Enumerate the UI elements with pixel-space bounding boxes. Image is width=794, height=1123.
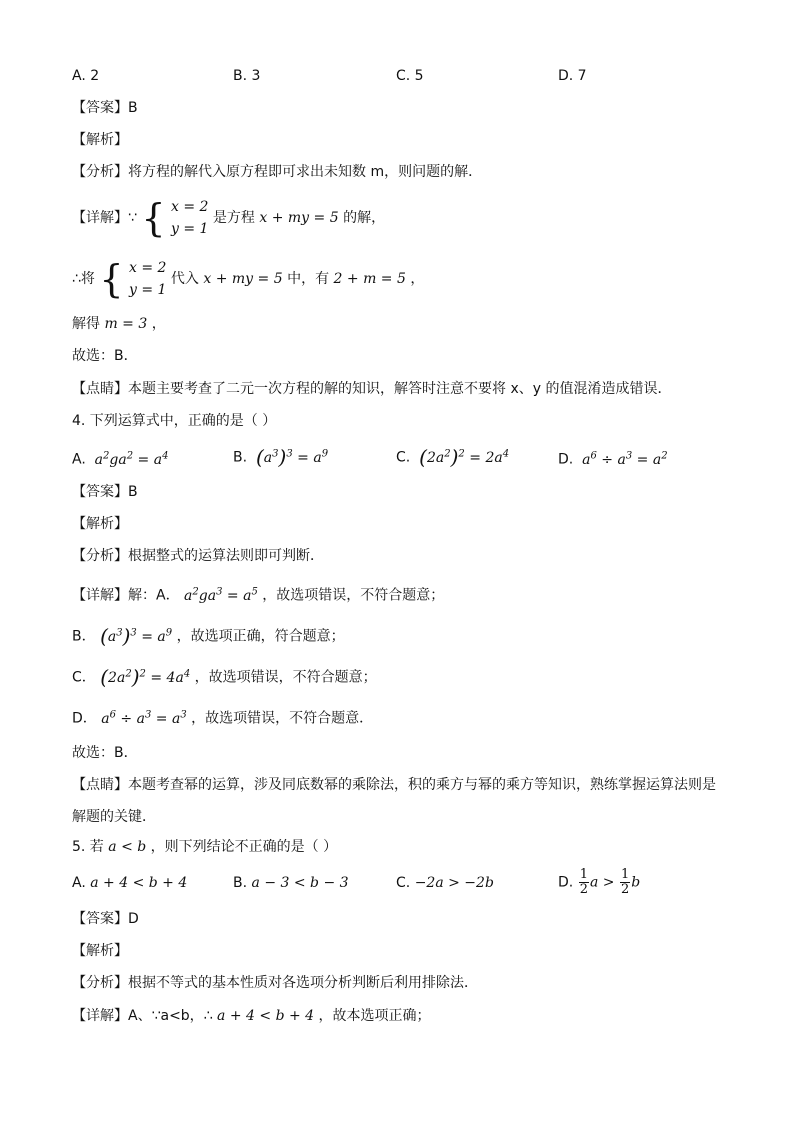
q5-option-a <box>72 873 187 893</box>
q5-stem-tail: ，则下列结论不正确的是（ ） <box>150 839 338 855</box>
q4-fenxi: 【分析】根据整式的运算法则即可判断． <box>72 548 324 564</box>
q3-sys-line1: x = 2 <box>171 199 209 215</box>
q4-detail-b: B． $(a^3)^3 = a^9$ ，故选项正确，符合题意； <box>72 623 345 648</box>
q3-detail <box>72 196 385 240</box>
q4-option-c-label: C. <box>396 449 411 466</box>
q3-dianjing: 【点睛】本题主要考查了二元一次方程的解的知识，解答时注意不要将 x、y 的值混淆造成错误． <box>72 381 672 397</box>
q4-detail-d-prefix: D． <box>72 710 97 727</box>
q3-detail-eq: x + my = 5 <box>259 210 339 226</box>
q4-answer: 【答案】B <box>72 484 138 500</box>
q5-stem-prefix: 5. 若 <box>72 839 104 855</box>
q4-detail-a-tail: ，故选项错误，不符合题意； <box>262 587 445 604</box>
q5-option-a-eq: a + 4 < b + 4 <box>90 875 188 891</box>
q3-solve-eq: m = 3 <box>104 316 148 332</box>
q3-therefore-prefix: ∴将 <box>72 271 95 287</box>
q5-detail-prefix: 【详解】A、∵a<b，∴ <box>72 1008 213 1024</box>
q3-detail-tail: 的解， <box>343 210 386 226</box>
q4-option-d-label: D. <box>558 451 574 468</box>
q5-option-b-eq: a − 3 < b − 3 <box>251 875 349 891</box>
q5-option-c-eq: −2a > −2b <box>414 875 494 891</box>
q5-option-b-label: B. <box>233 875 248 891</box>
q3-answer: 【答案】B <box>72 100 138 116</box>
q4-dianjing-1: 【点睛】本题考查幂的运算，涉及同底数幂的乘除法，积的乘方与幂的乘方等知识，熟练掌握运算法则是 <box>72 777 716 793</box>
q4-detail-d-tail: ，故选项错误，不符合题意． <box>191 710 374 727</box>
q5-detail <box>72 1006 431 1026</box>
q3-therefore-mid2: 中，有 <box>287 271 330 287</box>
q5-option-c <box>396 873 494 893</box>
q5-answer: 【答案】D <box>72 911 139 927</box>
q4-detail-c-tail: ，故选项错误，不符合题意； <box>194 669 377 686</box>
q5-option-a-label: A. <box>72 875 86 891</box>
q5-detail-eq: a + 4 < b + 4 <box>217 1008 315 1024</box>
q3-detail-system: { x = 2 y = 1 <box>141 196 209 240</box>
q3-therefore-sys1: x = 2 <box>129 260 167 276</box>
q5-fenxi: 【分析】根据不等式的基本性质对各选项分析判断后利用排除法． <box>72 975 478 991</box>
q4-dianjing-2: 解题的关键． <box>72 809 156 825</box>
q5-option-d-frac-left: $\frac{1}{2}$ <box>579 867 588 897</box>
q5-detail-tail: ，故本选项正确； <box>318 1008 431 1024</box>
q4-option-d: D. $a^6 \div a^3 = a^2$ <box>558 450 668 468</box>
q5-option-d: D. $\frac{1}{2}$ a > $\frac{1}{2}$ b <box>558 867 641 897</box>
q3-option-a: A. 2 <box>72 68 100 84</box>
q4-detail-b-prefix: B． <box>72 628 96 645</box>
q3-therefore-eq2: 2 + m = 5 <box>333 271 406 287</box>
q4-detail-b-tail: ，故选项正确，符合题意； <box>176 628 345 645</box>
q4-option-b: B. $(a^3)^3 = a^9$ <box>233 444 329 469</box>
q4-detail-c: C． $(2a^2)^2 = 4a^4$ ，故选项错误，不符合题意； <box>72 664 377 689</box>
q5-option-d-frac-right: $\frac{1}{2}$ <box>620 867 630 897</box>
q3-sys-line2: y = 1 <box>171 221 209 237</box>
q5-option-d-label: D. <box>558 874 574 891</box>
q3-therefore-mid: 代入 <box>170 271 199 287</box>
q5-jiexi: 【解析】 <box>72 943 128 959</box>
q4-detail-a-prefix: 【详解】解：A． <box>72 587 180 604</box>
q5-stem <box>72 837 337 857</box>
q5-stem-eq: a < b <box>108 839 147 855</box>
q3-solve-tail: ， <box>151 316 166 332</box>
q4-option-a: A. $a^2ga^2 = a^4$ <box>72 450 169 468</box>
q4-jiexi: 【解析】 <box>72 516 128 532</box>
q3-therefore-tail: ， <box>410 271 425 287</box>
q3-therefore-system: { x = 2 y = 1 <box>99 257 167 301</box>
q3-jiexi: 【解析】 <box>72 132 128 148</box>
q4-detail-a: 【详解】解：A． $a^2ga^3 = a^5$ ，故选项错误，不符合题意； <box>72 586 445 604</box>
q3-therefore-sys2: y = 1 <box>129 282 167 298</box>
q5-option-b <box>233 873 349 893</box>
q4-stem: 4. 下列运算式中，正确的是（ ） <box>72 413 277 429</box>
q3-solve-label: 解得 <box>72 316 100 332</box>
q3-detail-mid: 是方程 <box>212 210 255 226</box>
q3-therefore <box>72 257 424 301</box>
q4-option-b-label: B. <box>233 449 248 466</box>
q3-detail-prefix: 【详解】∵ <box>72 210 137 226</box>
q4-option-a-label: A. <box>72 451 86 468</box>
q4-option-c: C. $(2a^2)^2 = 2a^4$ <box>396 444 510 469</box>
q4-choose: 故选：B． <box>72 745 138 761</box>
q3-therefore-eq: x + my = 5 <box>203 271 283 287</box>
q3-option-b: B. 3 <box>233 68 261 84</box>
q3-option-c: C. 5 <box>396 68 424 84</box>
q4-detail-d: D． $a^6 \div a^3 = a^3$ ，故选项错误，不符合题意． <box>72 709 374 727</box>
q3-fenxi: 【分析】将方程的解代入原方程即可求出未知数 m，则问题的解． <box>72 164 483 180</box>
q5-option-c-label: C. <box>396 875 411 891</box>
q4-detail-c-prefix: C． <box>72 669 96 686</box>
q3-option-d: D. 7 <box>558 68 587 84</box>
q3-choose: 故选：B． <box>72 348 138 364</box>
q3-solve <box>72 314 166 334</box>
